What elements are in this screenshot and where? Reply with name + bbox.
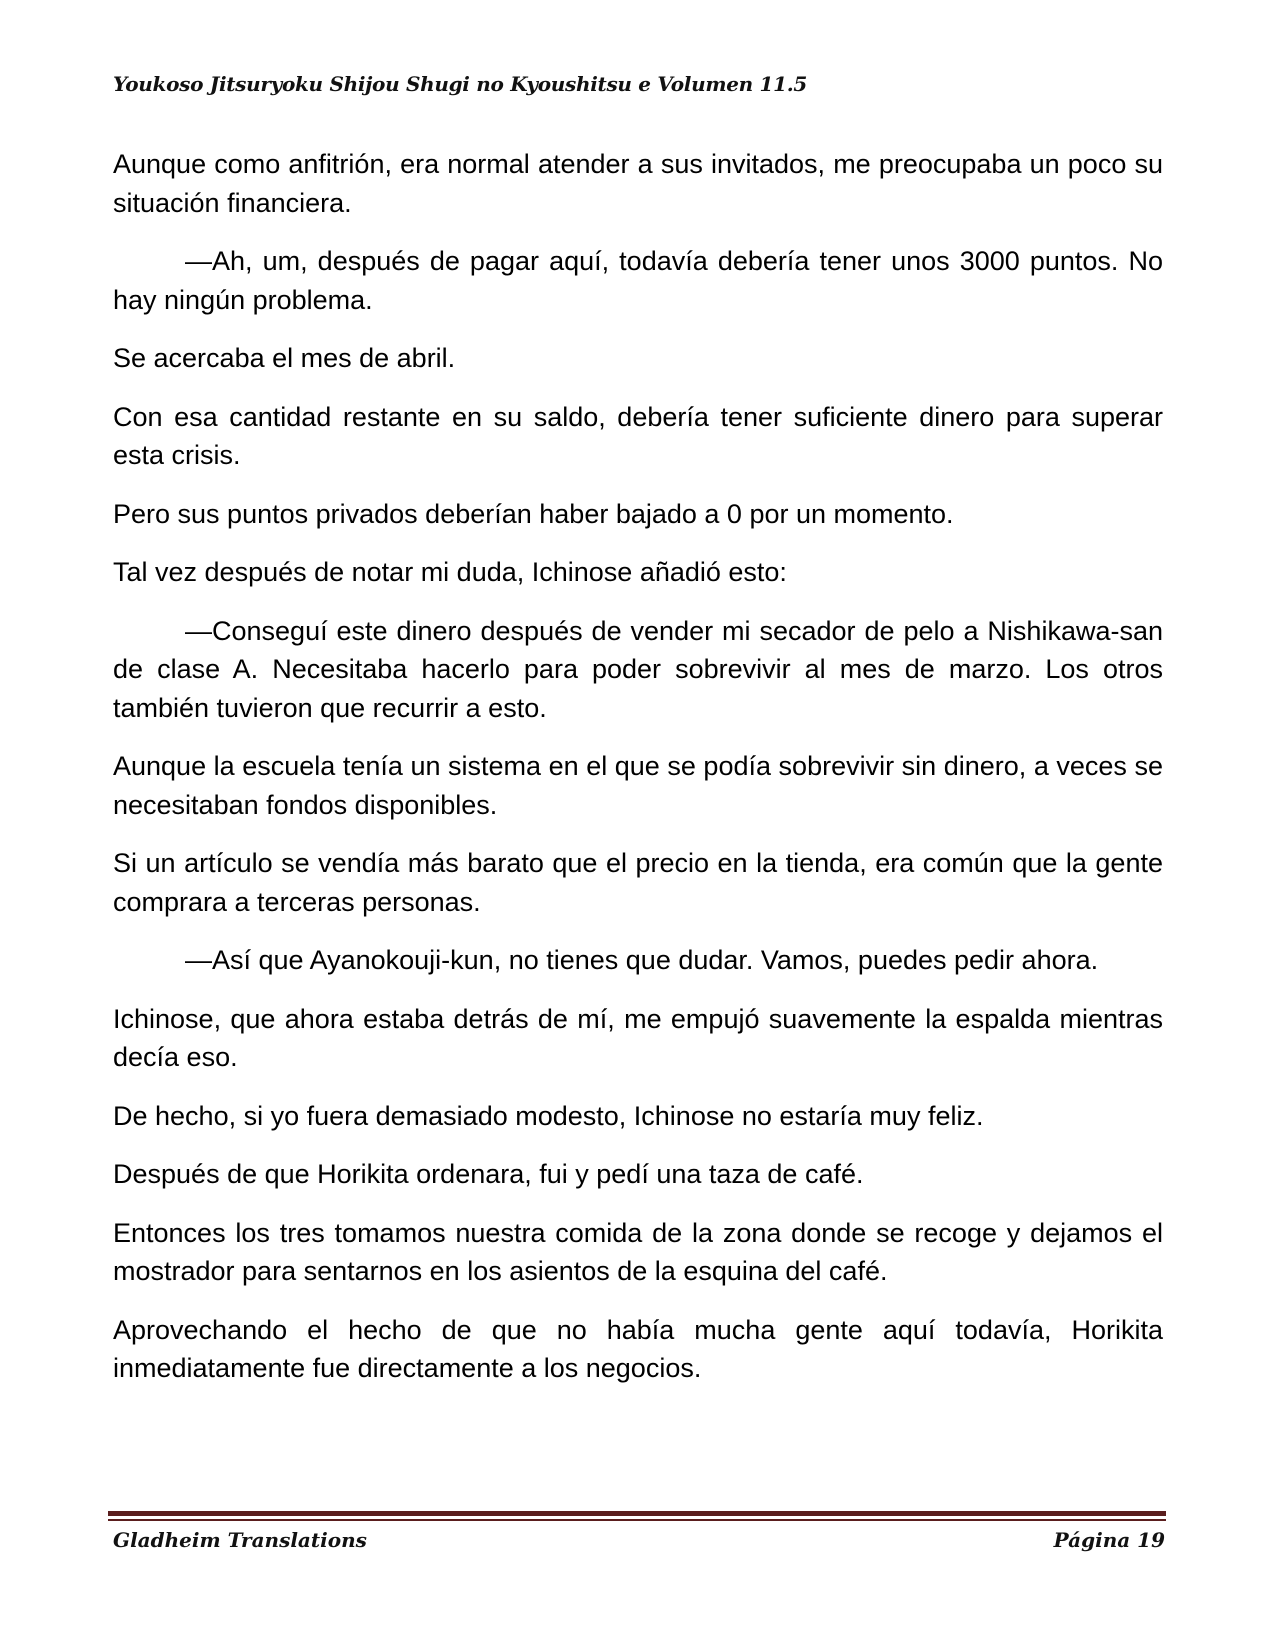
page-number: Página 19 bbox=[1053, 1528, 1165, 1552]
paragraph: Aunque la escuela tenía un sistema en el que se podía sobrevivir sin dinero, a veces se necesitaban fondos disponibles. bbox=[113, 751, 1163, 820]
body-text bbox=[113, 145, 1163, 1408]
paragraph: Se acercaba el mes de abril. bbox=[113, 343, 456, 373]
paragraph: Si un artículo se vendía más barato que el precio en la tienda, era común que la gente comprara a terceras personas. bbox=[113, 848, 1163, 917]
paragraph: De hecho, si yo fuera demasiado modesto, Ichinose no estaría muy feliz. bbox=[113, 1100, 984, 1131]
footer-credit: Gladheim Translations bbox=[113, 1528, 367, 1552]
paragraph: Con esa cantidad restante en su saldo, debería tener suficiente dinero para superar esta crisis. bbox=[113, 401, 1163, 470]
footer-rule-thick bbox=[108, 1511, 1166, 1516]
paragraph: Entonces los tres tomamos nuestra comida de la zona donde se recoge y dejamos el mostrador para sentarnos en los asientos de la esquina del café. bbox=[113, 1217, 1163, 1286]
paragraph: Pero sus puntos privados deberían haber bajado a 0 por un momento. bbox=[113, 498, 954, 529]
paragraph: Tal vez después de notar mi duda, Ichinose añadió esto: bbox=[113, 557, 787, 587]
dialog-paragraph: —Ah, um, después de pagar aquí, todavía debería tener unos 3000 puntos. No hay ningún problema. bbox=[113, 246, 1163, 315]
page-header-title: Youkoso Jitsuryoku Shijou Shugi no Kyoushitsu e Volumen 11.5 bbox=[113, 72, 808, 96]
paragraph: Aunque como anfitrión, era normal atender a sus invitados, me preocupaba un poco su situación financiera. bbox=[113, 149, 1163, 218]
paragraph: Después de que Horikita ordenara, fui y pedí una taza de café. bbox=[113, 1159, 864, 1189]
paragraph: Ichinose, que ahora estaba detrás de mí, me empujó suavemente la espalda mientras decía eso. bbox=[113, 1003, 1163, 1072]
paragraph: Aprovechando el hecho de que no había mucha gente aquí todavía, Horikita inmediatamente fue directamente a los negocios. bbox=[113, 1314, 1163, 1383]
footer-rule-thin bbox=[108, 1519, 1166, 1521]
dialog-paragraph: —Conseguí este dinero después de vender mi secador de pelo a Nishikawa-san de clase A. Necesitaba hacerlo para poder sobrevivir al mes de marzo. Los otros también tuvieron que recurrir a esto. bbox=[113, 615, 1163, 723]
dialog-paragraph: —Así que Ayanokouji-kun, no tienes que dudar. Vamos, puedes pedir ahora. bbox=[185, 945, 1099, 975]
